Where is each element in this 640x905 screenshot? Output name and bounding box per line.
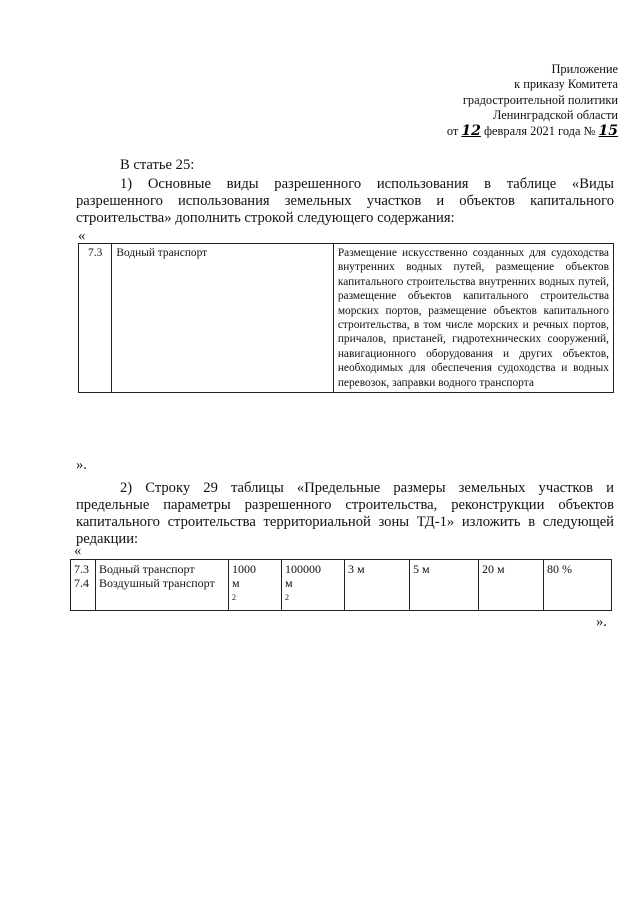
table2-setback-a-cell: 3 м [345, 560, 410, 611]
table2-max-area-sup: 2 [285, 592, 289, 602]
item-1-line-3: строительства» дополнить строкой следующего содержания: [76, 210, 455, 226]
table2-code-2: 7.4 [74, 576, 89, 591]
table-zone-limits [70, 559, 612, 611]
order-number-handwritten: 15 [598, 122, 618, 139]
table2-code-1: 7.3 [74, 562, 89, 576]
table2-max-area-cell [282, 560, 345, 611]
appendix-order-ref: к приказу Комитета [514, 77, 618, 92]
item-1-line-1: 1) Основные виды разрешенного использования в таблице «Виды [120, 176, 614, 192]
table-land-use-types [78, 243, 614, 393]
table2-min-area-cell [229, 560, 282, 611]
open-quote-2: « [74, 543, 82, 559]
table1-name-cell: Водный транспорт [112, 244, 333, 393]
table2-name-2: Воздушный транспорт [99, 576, 215, 591]
table2-coverage-cell: 80 % [544, 560, 612, 611]
item-2-line-4: редакции: [76, 531, 139, 547]
table-row [71, 560, 612, 611]
table1-description-cell: Размещение искусственно созданных для судоходства внутренних водных путей, размещение объектов капитального строительства внутренних водных путей, размещение объектов капитального строительства морских портов, размещение объектов капитального строительства, в том числе морских и речных портов, причалов, пристаней, гидротехнических сооружений, навигационного оборудования и других объектов, необходимых для обеспечения судоходства и водных перевозок, заправки водного транспорта [333, 244, 613, 393]
date-prefix: от [446, 123, 459, 138]
item-2-line-2: предельные параметры разрешенного строительства, реконструкции объектов [76, 497, 614, 513]
close-quote-1: ». [76, 457, 87, 473]
table2-code-cell [71, 560, 96, 611]
appendix-date-line [447, 124, 618, 139]
table2-height-cell: 20 м [479, 560, 544, 611]
table-row [79, 244, 614, 393]
appendix-committee: градостроительной политики [462, 92, 618, 107]
table2-name-1: Водный транспорт [99, 562, 195, 576]
table2-setback-b-cell: 5 м [410, 560, 479, 611]
date-rest: февраля 2021 года [484, 123, 581, 138]
item-2-paragraph [76, 480, 614, 548]
appendix-header [447, 62, 618, 139]
item-2-line-1: 2) Строку 29 таблицы «Предельные размеры земельных участков и [120, 480, 614, 496]
article-heading: В статье 25: [120, 157, 195, 173]
item-1-paragraph [76, 176, 614, 227]
appendix-region: Ленинградской области [492, 108, 618, 123]
table2-min-area: 1000 [232, 562, 256, 576]
item-2-line-3: капитального строительства территориальной зоны ТД-1» изложить в следующей [76, 514, 614, 530]
table2-max-area-unit: м [285, 576, 293, 591]
date-day-handwritten: 12 [461, 122, 481, 139]
appendix-title: Приложение [551, 62, 618, 76]
table2-max-area-unit-line [285, 576, 341, 608]
table2-min-area-unit: м [232, 576, 240, 591]
table2-name-cell [96, 560, 229, 611]
item-1-line-2: разрешенного использования земельных участков и объектов капитального [76, 193, 614, 209]
open-quote-1: « [78, 228, 86, 244]
number-sign: № [583, 123, 596, 138]
close-quote-2: ». [596, 614, 607, 630]
table2-min-area-unit-line [232, 576, 278, 608]
table2-min-area-sup: 2 [232, 592, 236, 602]
table1-code-cell: 7.3 [79, 244, 112, 393]
table2-max-area: 100000 [285, 562, 321, 576]
